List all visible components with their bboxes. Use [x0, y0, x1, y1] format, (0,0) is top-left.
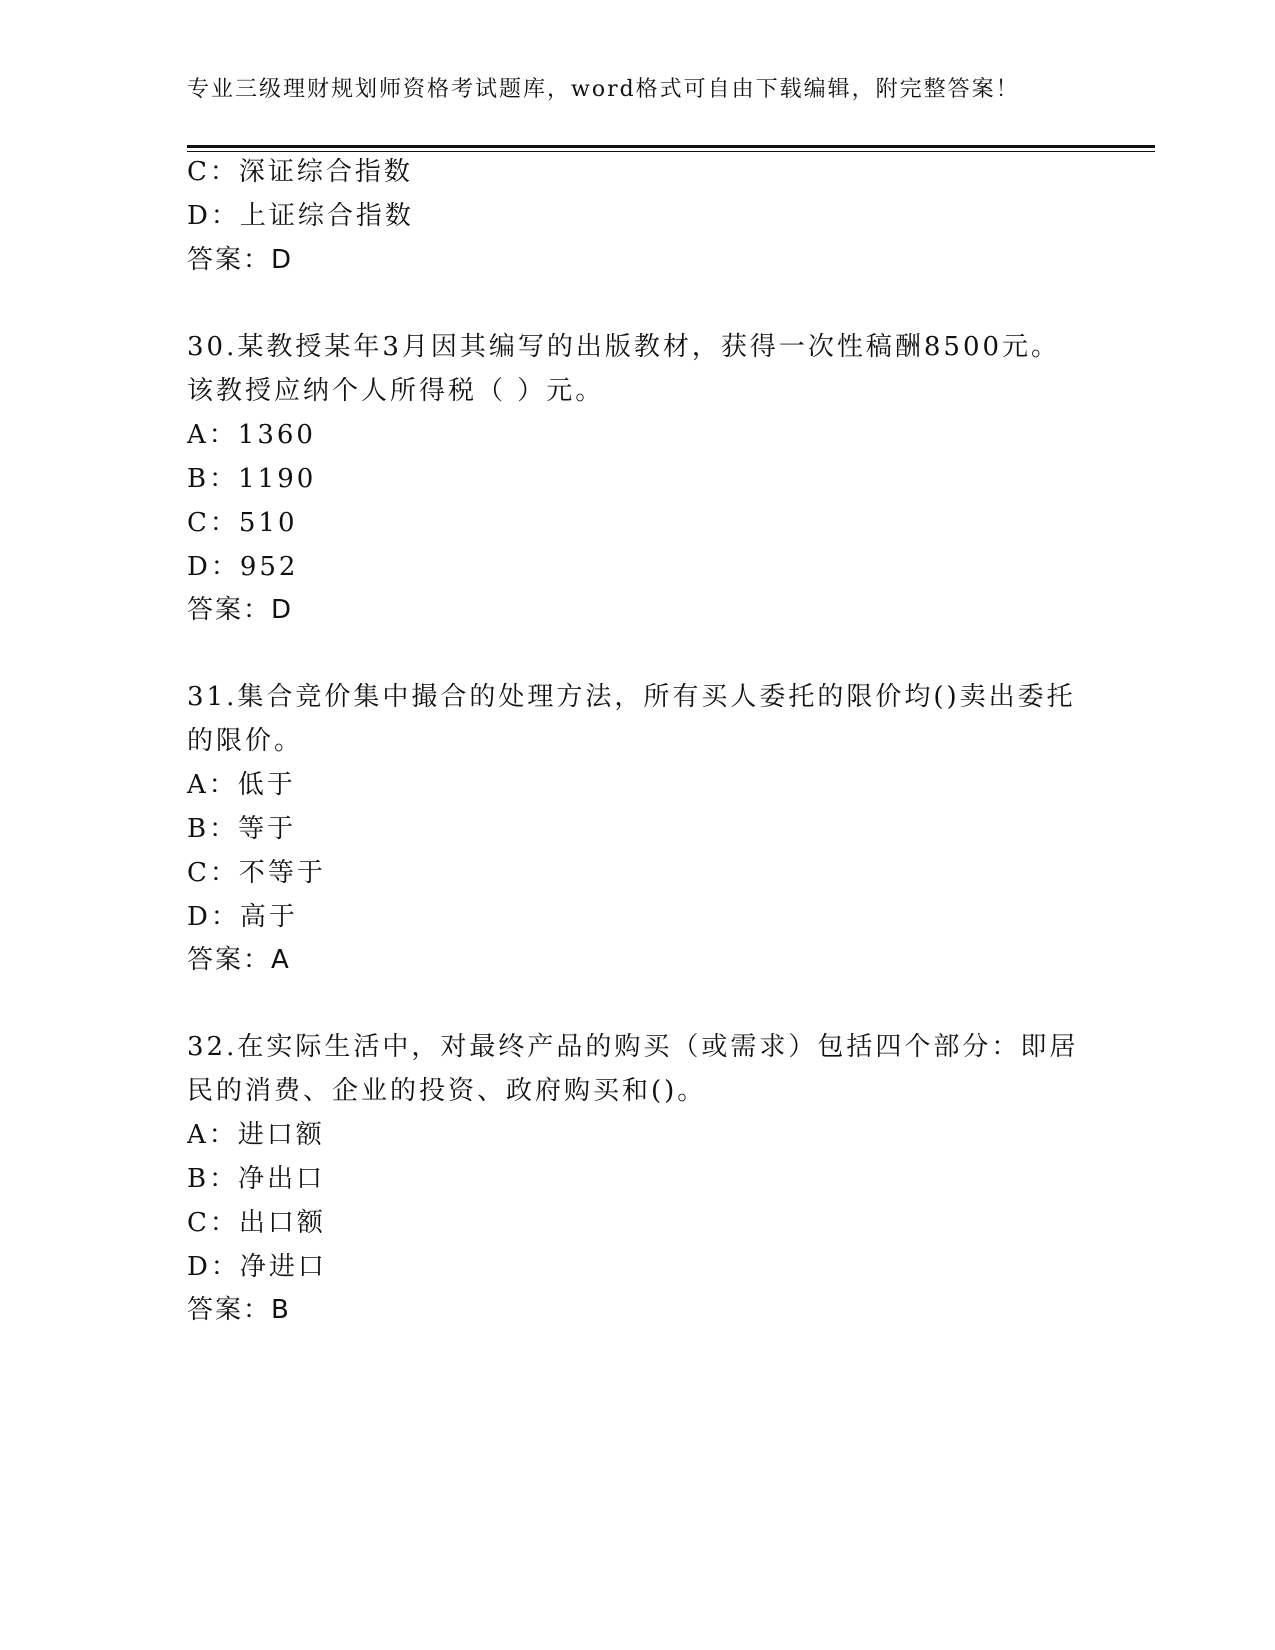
q30-option-b: B：1190 — [187, 464, 317, 494]
page-header: 专业三级理财规划师资格考试题库，word格式可自由下载编辑，附完整答案！ — [187, 77, 1020, 102]
q32-stem-line2: 民的消费、企业的投资、政府购买和()。 — [187, 1076, 707, 1106]
q30-option-c: C：510 — [187, 508, 298, 538]
q32-option-d: D：净进口 — [187, 1252, 327, 1282]
q32-answer: 答案：B — [187, 1295, 291, 1325]
header-rule-thick — [187, 145, 1155, 148]
header-rule-thin — [187, 151, 1155, 152]
q31-option-a: A：低于 — [187, 770, 296, 800]
q31-stem-line2: 的限价。 — [187, 726, 304, 756]
q30-stem-line1: 30.某教授某年3月因其编写的出版教材，获得一次性稿酬8500元。 — [187, 332, 1061, 362]
q31-option-b: B：等于 — [187, 814, 297, 844]
q32-stem-line1: 32.在实际生活中，对最终产品的购买（或需求）包括四个部分：即居 — [187, 1032, 1079, 1062]
prev-answer: 答案：D — [187, 245, 294, 275]
q32-option-b: B：净出口 — [187, 1164, 326, 1194]
q31-option-c: C：不等于 — [187, 858, 326, 888]
q32-option-c: C：出口额 — [187, 1208, 326, 1238]
prev-option-c: C：深证综合指数 — [187, 157, 413, 187]
q32-option-a: A：进口额 — [187, 1120, 325, 1150]
q31-option-d: D：高于 — [187, 902, 298, 932]
q30-option-a: A：1360 — [187, 420, 316, 450]
q30-option-d: D：952 — [187, 552, 299, 582]
prev-option-d: D：上证综合指数 — [187, 201, 414, 231]
q31-stem-line1: 31.集合竞价集中撮合的处理方法，所有买人委托的限价均()卖出委托 — [187, 682, 1076, 712]
q30-stem-line2: 该教授应纳个人所得税（ ）元。 — [187, 376, 605, 406]
q31-answer: 答案：A — [187, 945, 291, 975]
q30-answer: 答案：D — [187, 595, 294, 625]
